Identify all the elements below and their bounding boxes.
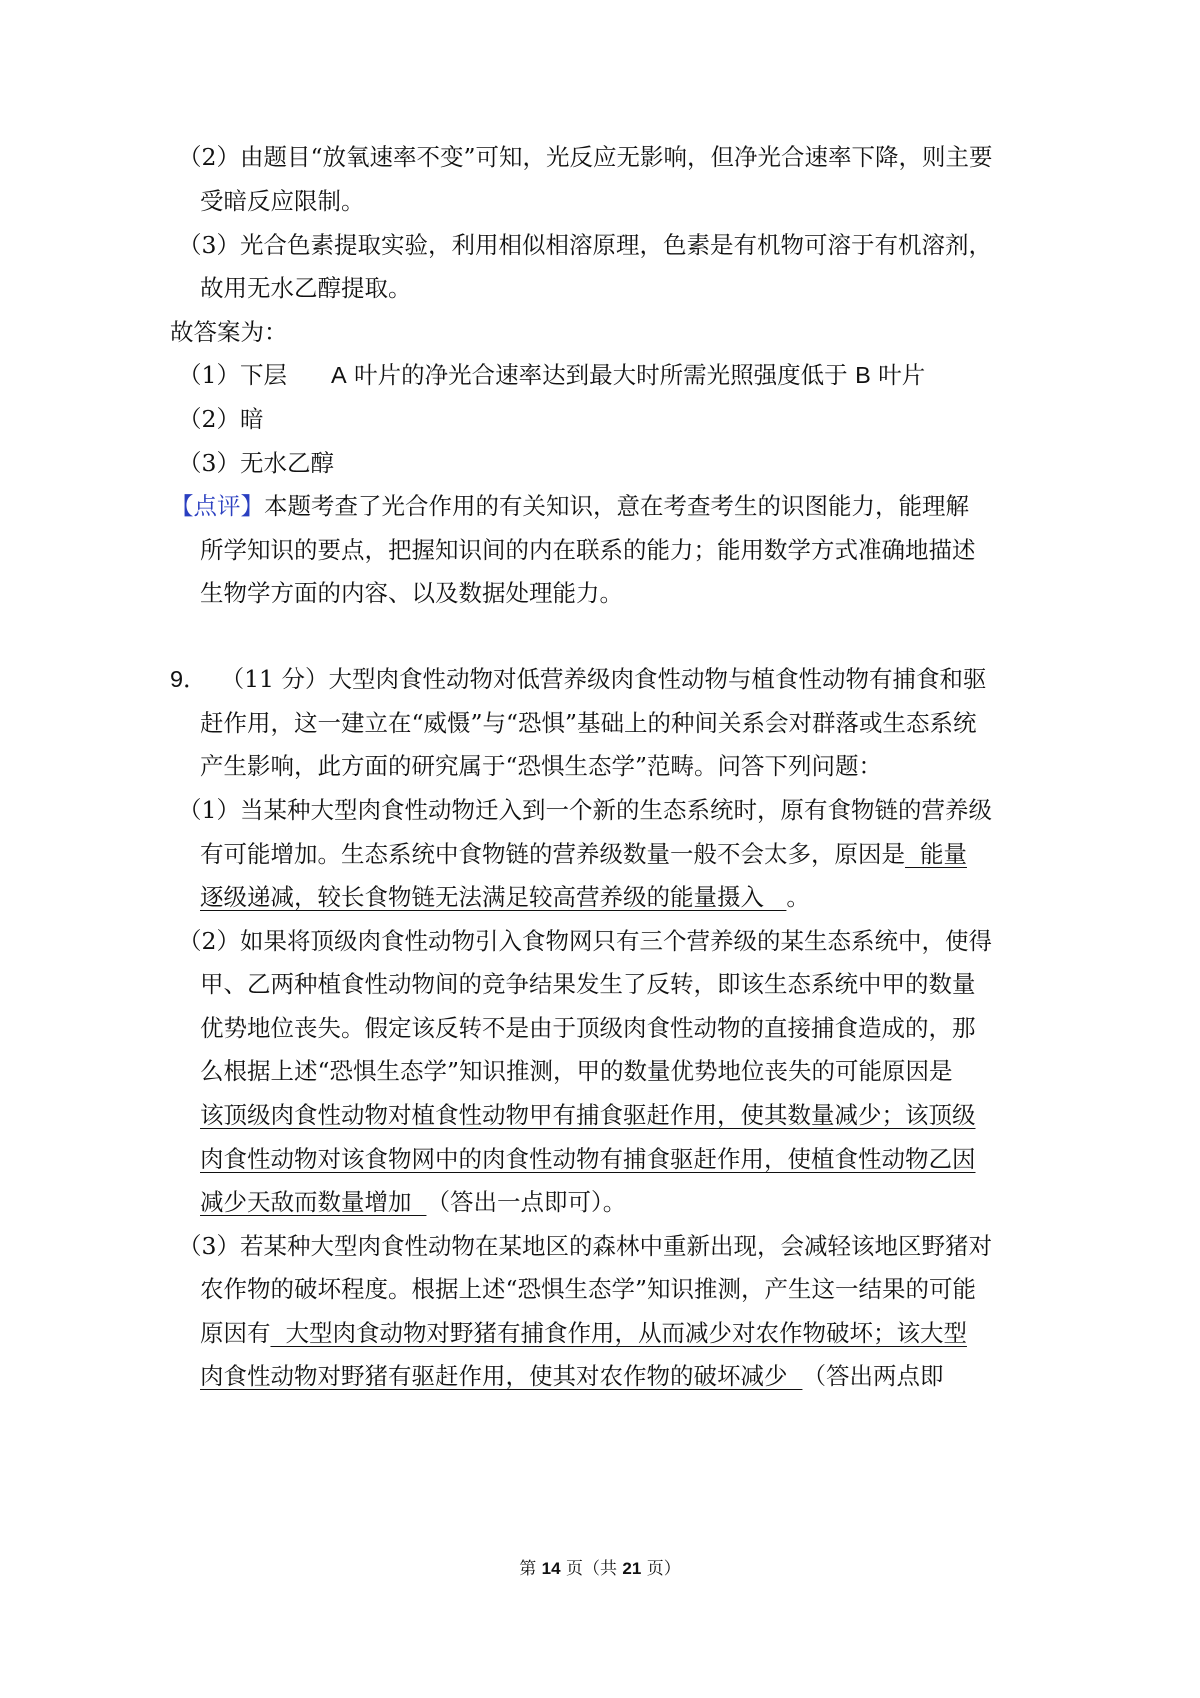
q9-part2-line6 (0, 1142, 1200, 1176)
question-text: （2）如果将顶级肉食性动物引入食物网只有三个营养级的某生态系统中，使得 (178, 927, 992, 955)
question-score: （11 分） (220, 665, 329, 693)
q9-part2-line7 (0, 1185, 1200, 1219)
q9-part1-line3 (0, 880, 1200, 914)
comment-tag: 【点评】 (170, 492, 264, 520)
q9-part3-line2 (0, 1272, 1200, 1306)
explanation-p3-line1 (0, 228, 1200, 262)
explanation-text: 故用无水乙醇提取。 (200, 274, 412, 302)
answer-2-text: （2）暗 (178, 405, 264, 433)
comment-text: 所学知识的要点，把握知识间的内在联系的能力；能用数学方式准确地描述 (200, 536, 976, 564)
question-text: 赶作用，这一建立在“威慑”与“恐惧”基础上的种间关系会对群落或生态系统 (200, 709, 977, 737)
q9-part2-line5 (0, 1098, 1200, 1132)
answer-heading (0, 315, 1200, 349)
question-text: 产生影响，此方面的研究属于“恐惧生态学”范畴。问答下列问题： (200, 752, 883, 780)
question-text: 么根据上述“恐惧生态学”知识推测，甲的数量优势地位丧失的可能原因是 (200, 1057, 953, 1085)
footer-text: 第 (519, 1559, 542, 1579)
q9-part2-line1 (0, 924, 1200, 958)
answer-blank: 减少天敌而数量增加 (200, 1188, 427, 1216)
comment-line1 (0, 489, 1200, 523)
comment-text: 本题考查了光合作用的有关知识，意在考查考生的识图能力，能理解 (264, 492, 969, 520)
comment-line2 (0, 533, 1200, 567)
answer-blank: 能量 (905, 840, 967, 868)
question-text: 优势地位丧失。假定该反转不是由于顶级肉食性动物的直接捕食造成的，那 (200, 1014, 976, 1042)
answer-1-b: B (855, 362, 871, 388)
question-9-line2 (0, 706, 1200, 740)
comment-line3 (0, 576, 1200, 610)
explanation-text: （2）由题目“放氧速率不变”可知，光反应无影响，但净光合速率下降，则主要 (178, 143, 993, 171)
footer-text: 页） (641, 1559, 681, 1579)
answer-blank: 肉食性动物对该食物网中的肉食性动物有捕食驱赶作用，使植食性动物乙因 (200, 1145, 976, 1173)
question-number: 9． (170, 666, 207, 692)
question-text: 大型肉食性动物对低营养级肉食性动物与植食性动物有捕食和驱 (328, 665, 987, 693)
question-text: （1）当某种大型肉食性动物迁入到一个新的生态系统时，原有食物链的营养级 (178, 796, 992, 824)
q9-part3-line1 (0, 1229, 1200, 1263)
explanation-p2-line2 (0, 184, 1200, 218)
answer-heading-text: 故答案为： (170, 318, 288, 346)
explanation-p3-line2 (0, 271, 1200, 305)
question-text: （答出两点即 (802, 1362, 944, 1390)
q9-part3-line3 (0, 1316, 1200, 1350)
answer-blank: 肉食性动物对野猪有驱赶作用，使其对农作物的破坏减少 (200, 1362, 803, 1390)
q9-part1-line1 (0, 793, 1200, 827)
q9-part1-line2 (0, 837, 1200, 871)
question-text: 甲、乙两种植食性动物间的竞争结果发生了反转，即该生态系统中甲的数量 (200, 970, 976, 998)
page-footer (0, 1557, 1200, 1581)
question-text: 有可能增加。生态系统中食物链的营养级数量一般不会太多，原因是 (200, 840, 905, 868)
q9-part2-line4 (0, 1054, 1200, 1088)
explanation-text: 受暗反应限制。 (200, 187, 365, 215)
q9-part3-line4 (0, 1359, 1200, 1393)
question-text: 原因有 (200, 1319, 271, 1347)
question-9-line3 (0, 749, 1200, 783)
footer-text: 页（共 (560, 1559, 623, 1579)
q9-part2-line3 (0, 1011, 1200, 1045)
answer-blank: 大型肉食动物对野猪有捕食作用，从而减少对农作物破坏；该大型 (270, 1319, 967, 1347)
answer-blank: 该顶级肉食性动物对植食性动物甲有捕食驱赶作用，使其数量减少；该顶级 (200, 1101, 976, 1129)
question-9-line1 (0, 662, 1200, 696)
comment-text: 生物学方面的内容、以及数据处理能力。 (200, 579, 623, 607)
page-number: 14 (541, 1559, 561, 1578)
answer-2 (0, 402, 1200, 436)
page-total: 21 (622, 1559, 642, 1578)
answer-1-mid: 叶片的净光合速率达到最大时所需光照强度低于 (354, 361, 848, 389)
answer-1-a: A (330, 362, 347, 388)
question-text: 。 (786, 883, 810, 911)
answer-1 (0, 358, 1200, 392)
answer-3-text: （3）无水乙醇 (178, 449, 334, 477)
answer-blank: 逐级递减，较长食物链无法满足较高营养级的能量摄入 (200, 883, 787, 911)
question-text: （答出一点即可）。 (426, 1188, 627, 1216)
question-text: 农作物的破坏程度。根据上述“恐惧生态学”知识推测，产生这一结果的可能 (200, 1275, 977, 1303)
explanation-p2-line1 (0, 140, 1200, 174)
answer-1-prefix: （1）下层 (178, 361, 287, 389)
explanation-text: （3）光合色素提取实验，利用相似相溶原理，色素是有机物可溶于有机溶剂， (178, 231, 992, 259)
question-text: （3）若某种大型肉食性动物在某地区的森林中重新出现，会减轻该地区野猪对 (178, 1232, 992, 1260)
answer-3 (0, 446, 1200, 480)
q9-part2-line2 (0, 967, 1200, 1001)
answer-1-end: 叶片 (878, 361, 926, 389)
